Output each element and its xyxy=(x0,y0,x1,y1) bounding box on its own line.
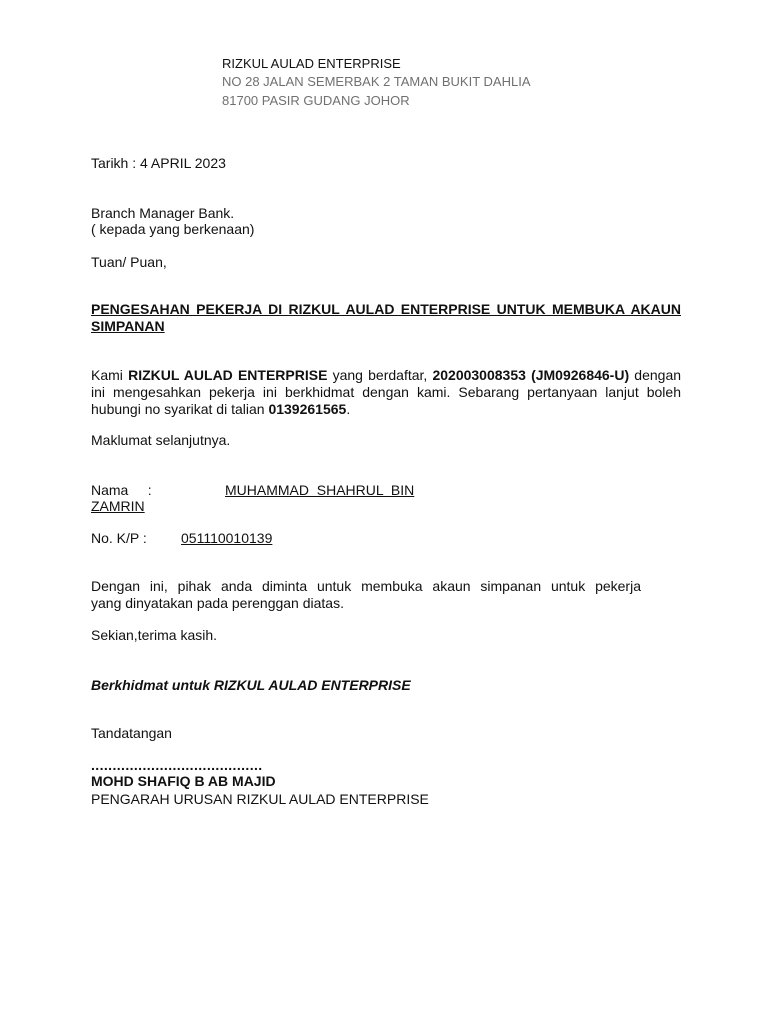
signatory-name: MOHD SHAFIQ B AB MAJID xyxy=(91,773,276,789)
company-address-line2: 81700 PASIR GUDANG JOHOR xyxy=(222,93,410,108)
salutation: Tuan/ Puan, xyxy=(91,254,167,270)
ic-label: No. K/P : xyxy=(91,530,147,546)
ic-number: 051110010139 xyxy=(181,530,273,546)
subject-line1: PENGESAHAN PEKERJA DI RIZKUL AULAD ENTERPRISE UNTUK MEMBUKA AKAUN xyxy=(91,301,681,317)
serving-line: Berkhidmat untuk RIZKUL AULAD ENTERPRISE xyxy=(91,677,411,693)
closing: Sekian,terima kasih. xyxy=(91,627,218,643)
registration-number: 202003008353 (JM0926846-U) xyxy=(432,367,630,383)
employee-name-line1: MUHAMMAD SHAHRUL BIN xyxy=(225,482,415,498)
name-label: Nama : xyxy=(91,482,152,498)
subject-line2: SIMPANAN xyxy=(91,318,165,334)
signature-label: Tandatangan xyxy=(91,725,172,741)
paragraph-text: . xyxy=(346,401,351,417)
further-info: Maklumat selanjutnya. xyxy=(91,432,231,448)
confirmation-paragraph xyxy=(91,367,681,418)
date-line: Tarikh : 4 APRIL 2023 xyxy=(91,155,226,171)
paragraph-text: yang berdaftar, xyxy=(327,367,433,383)
company-name: RIZKUL AULAD ENTERPRISE xyxy=(222,56,401,71)
recipient-line1: Branch Manager Bank. xyxy=(91,205,235,221)
signature-line: ........................................ xyxy=(91,757,263,773)
company-name-inline: RIZKUL AULAD ENTERPRISE xyxy=(128,367,328,383)
signatory-title: PENGARAH URUSAN RIZKUL AULAD ENTERPRISE xyxy=(91,791,429,807)
recipient-line2: ( kepada yang berkenaan) xyxy=(91,221,255,237)
paragraph-text: Kami xyxy=(91,367,129,383)
employee-name-line2: ZAMRIN xyxy=(91,498,145,514)
paragraph-text: dengan ini mengesahkan pekerja ini berkhidmat dengan kami. Sebarang pertanyaan lanjut boleh hubungi no syarikat di talian xyxy=(91,367,682,417)
company-address-line1: NO 28 JALAN SEMERBAK 2 TAMAN BUKIT DAHLIA xyxy=(222,74,531,89)
request-paragraph-line2: yang dinyatakan pada perenggan diatas. xyxy=(91,595,344,611)
company-phone: 0139261565 xyxy=(268,401,347,417)
request-paragraph-line1: Dengan ini, pihak anda diminta untuk membuka akaun simpanan untuk pekerja xyxy=(91,578,641,594)
letter-subject xyxy=(91,301,681,335)
